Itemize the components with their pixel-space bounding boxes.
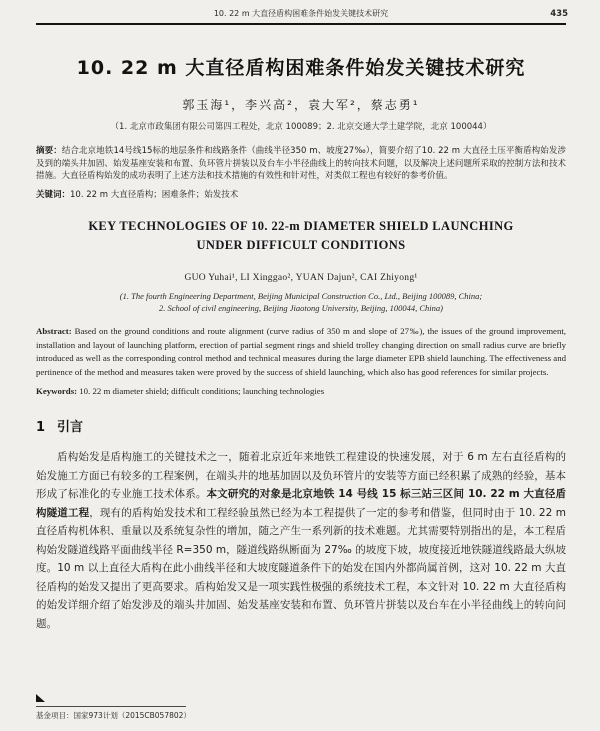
keywords-cn-text: 10. 22 m 大直径盾构；困难条件；始发技术 bbox=[70, 189, 239, 200]
abstract-en-text: Based on the ground conditions and route alignment (curve radius of 350 m and slope of 27‰), the issues of the ground improvement, installation and layout of launching platform, erection of partial segment rings and shield trolley changing direction on small radius curve are briefly introduced as well as the corresponding control method and technical measures during the large diameter EPB shield launching. The effectiveness and pertinence of the method and measures taken were proved by the success of shield launching, which also has good references for similar projects. bbox=[36, 326, 566, 377]
running-header bbox=[36, 8, 566, 20]
section-1-number: 1 bbox=[36, 420, 46, 435]
page-footer bbox=[36, 692, 566, 721]
page-number: 435 bbox=[550, 9, 568, 19]
keywords-cn-label: 关键词： bbox=[36, 189, 71, 200]
section-1-paragraph bbox=[36, 448, 566, 633]
running-header-title: 10. 22 m 大直径盾构困难条件始发关键技术研究 bbox=[213, 9, 389, 18]
abstract-en-label: Abstract: bbox=[36, 326, 72, 336]
affiliations-cn: （1. 北京市政集团有限公司第四工程处，北京 100089；2. 北京交通大学土建学院，北京 100044） bbox=[110, 122, 492, 132]
abstract-cn-label: 摘要： bbox=[36, 146, 62, 156]
paragraph-text-post: ，现有的盾构始发技术和工程经验虽然已经为本工程提供了一定的参考和借鉴，但同时由于 10. 22 m 直径盾构机体积、重量以及系统复杂性的增加，随之产生一系列新的技术难题。尤其需要特别指出的是，本工程盾构始发隧道线路平面曲线半径 R=350 m，隧道线路纵断面为 27‰ 的坡度下坡，坡度接近地铁隧道线路最大纵坡度。10 m 以上直径大盾构在此小曲线半径和大坡度隧道条件下的始发在国内外都尚属首例，这对 10. 22 m 大直径盾构的始发又提出了更高要求。盾构始发又是一项实践性极强的系统技术工程，本文针对 10. 22 m 大直径盾构的始发详细介绍了始发涉及的端头井加固、始发基座安装和布置、负环管片拼装以及台车在小半径曲线上的转向问题。 bbox=[36, 506, 566, 630]
footnote-rule bbox=[36, 706, 186, 707]
affiliations-en bbox=[36, 290, 566, 314]
article-title-cn: 10. 22 m 大直径盾构困难条件始发关键技术研究 bbox=[76, 57, 526, 79]
abstract-en bbox=[36, 325, 566, 379]
section-1-heading bbox=[36, 416, 566, 435]
article-title-en-line1: KEY TECHNOLOGIES OF 10. 22-m DIAMETER SHIELD LAUNCHING bbox=[88, 219, 514, 233]
article-title-en bbox=[36, 217, 566, 255]
affiliations-en-line1: (1. The fourth Engineering Department, Beijing Municipal Construction Co., Ltd., Beijing 100089, China; bbox=[119, 291, 483, 301]
authors-cn: 郭玉海¹，李兴高²，袁大军²，蔡志勇¹ bbox=[182, 98, 420, 112]
section-1-title: 引言 bbox=[57, 420, 84, 435]
keywords-cn bbox=[36, 189, 566, 202]
authors-en: GUO Yuhai¹, LI Xinggao², YUAN Dajun², CAI Zhiyong¹ bbox=[184, 273, 418, 283]
funding-note: 基金项目：国家973计划（2015CB057802） bbox=[36, 711, 191, 720]
footnote-marker-icon bbox=[36, 694, 45, 702]
keywords-en-text: 10. 22 m diameter shield; difficult conditions; launching technologies bbox=[77, 386, 325, 396]
paragraph-text-bold: 本文研究的对象是北京地铁 14 号线 15 标三站三区间 10. 22 m 大直径盾构隧道工程 bbox=[36, 488, 567, 519]
keywords-en-label: Keywords: bbox=[36, 386, 78, 396]
article-title-en-line2: UNDER DIFFICULT CONDITIONS bbox=[196, 238, 406, 252]
paragraph-text-pre: 盾构始发是盾构施工的关键技术之一，随着北京近年来地铁工程建设的快速发展，对于 6 m 左右直径盾构的始发施工方面已有较多的工程案例，在端头井的地基加固以及负环管片的安装等方面已经积累了成熟的经验，基本形成了标准化的专业施工技术体系。 bbox=[36, 451, 566, 500]
abstract-cn-text: 结合北京地铁14号线15标的地层条件和线路条件（曲线半径350 m、坡度27‰），简要介绍了10. 22 m 大直径土压平衡盾构始发涉及到的端头井加固、始发基座安装和布置、负环管片拼装以及台车小半径曲线上的转向技术问题，以及解决上述问题所采取的控制方法和技术措施。大直径盾构始发的成功表明了上述方法和技术措施的有效性和针对性，对类似工程也有较好的参考价值。 bbox=[36, 146, 566, 181]
affiliations-en-line2: 2. School of civil engineering, Beijing Jiaotong University, Beijing, 100044, China) bbox=[159, 303, 443, 313]
abstract-cn bbox=[36, 145, 566, 183]
keywords-en bbox=[36, 386, 566, 396]
header-rule bbox=[36, 23, 566, 25]
